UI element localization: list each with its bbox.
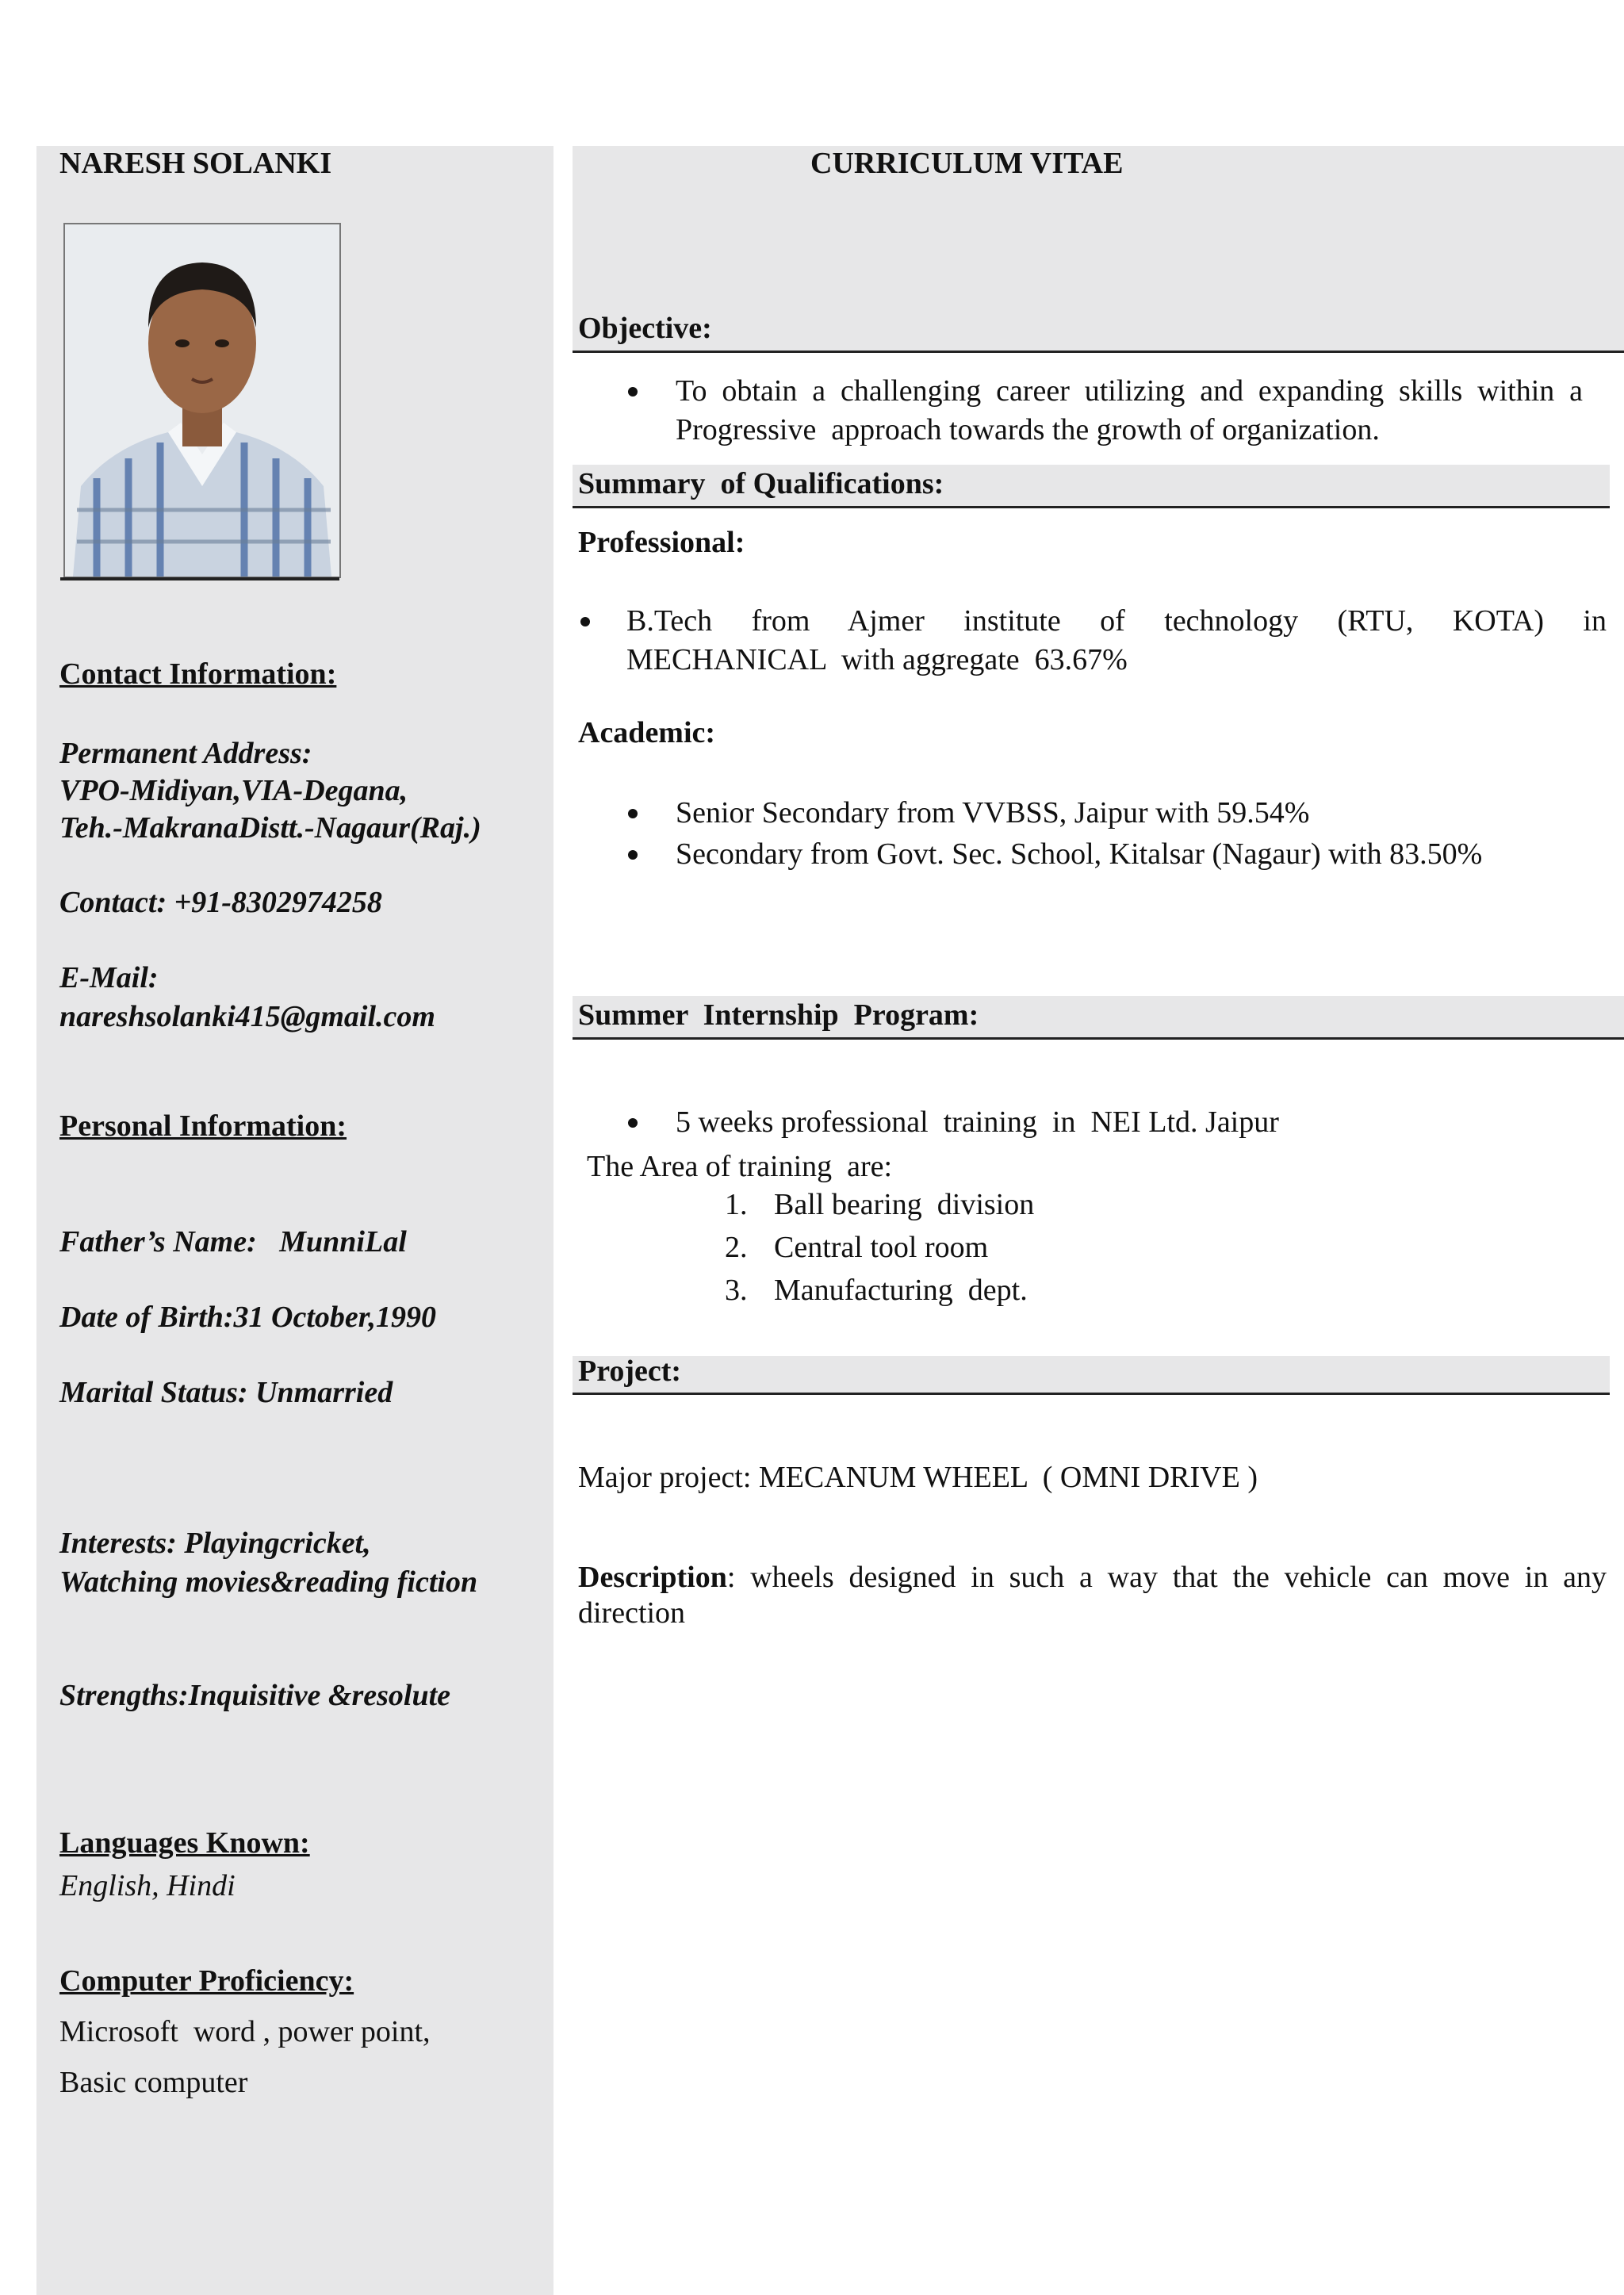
project-heading: Project: bbox=[578, 1354, 682, 1388]
objective-line-2: Progressive approach towards the growth of organization. bbox=[676, 413, 1380, 446]
project-rule bbox=[573, 1393, 1610, 1395]
languages-heading: Languages Known: bbox=[59, 1826, 310, 1860]
email-address: nareshsolanki415@gmail.com bbox=[59, 1000, 435, 1033]
marital-status: Marital Status: Unmarried bbox=[59, 1376, 393, 1409]
computer-heading: Computer Proficiency: bbox=[59, 1964, 354, 1998]
bullet-icon bbox=[580, 617, 590, 626]
major-project: Major project: MECANUM WHEEL ( OMNI DRIVE ) bbox=[578, 1461, 1258, 1494]
training-intro: The Area of training are: bbox=[587, 1150, 893, 1183]
person-portrait-icon bbox=[65, 224, 339, 577]
btech-line-2: MECHANICAL with aggregate 63.67% bbox=[626, 643, 1128, 676]
description-label: Description bbox=[578, 1561, 727, 1594]
description-line-2: direction bbox=[578, 1596, 686, 1630]
training-num-2: 2. bbox=[725, 1231, 748, 1264]
computer-line-1: Microsoft word , power point, bbox=[59, 2015, 431, 2048]
computer-line-2: Basic computer bbox=[59, 2066, 248, 2099]
bullet-icon bbox=[628, 809, 638, 818]
academic-heading: Academic: bbox=[578, 716, 716, 749]
academic-item-2: Secondary from Govt. Sec. School, Kitalsar (Nagaur) with 83.50% bbox=[676, 837, 1483, 871]
address-line-2: Teh.-MakranaDistt.-Nagaur(Raj.) bbox=[59, 811, 481, 845]
date-of-birth: Date of Birth:31 October,1990 bbox=[59, 1301, 436, 1334]
training-item-1: Ball bearing division bbox=[774, 1188, 1035, 1221]
summary-heading: Summary of Qualifications: bbox=[578, 467, 944, 500]
bullet-icon bbox=[628, 850, 638, 860]
btech-line-1: B.Tech from Ajmer institute of technology (RTU, KOTA) in bbox=[626, 604, 1607, 638]
training-item-2: Central tool room bbox=[774, 1231, 989, 1264]
internship-item: 5 weeks professional training in NEI Ltd. Jaipur bbox=[676, 1105, 1279, 1139]
description-line-1 bbox=[578, 1557, 1607, 1597]
training-num-1: 1. bbox=[725, 1188, 748, 1221]
internship-heading: Summer Internship Program: bbox=[578, 998, 979, 1032]
profile-photo bbox=[63, 223, 341, 578]
internship-rule bbox=[573, 1037, 1624, 1040]
project-band bbox=[573, 1356, 1610, 1394]
summary-rule bbox=[573, 506, 1610, 508]
photo-divider bbox=[60, 577, 339, 580]
objective-line-1: To obtain a challenging career utilizing and expanding skills within a bbox=[676, 374, 1583, 408]
contact-heading: Contact Information: bbox=[59, 657, 337, 691]
interests-line-2: Watching movies&reading fiction bbox=[59, 1565, 478, 1599]
objective-heading: Objective: bbox=[578, 312, 712, 345]
contact-phone: Contact: +91-8302974258 bbox=[59, 886, 382, 919]
address-line-1: VPO-Midiyan,VIA-Degana, bbox=[59, 774, 408, 807]
objective-rule bbox=[573, 351, 1624, 353]
email-label: E-Mail: bbox=[59, 961, 159, 994]
document-title: CURRICULUM VITAE bbox=[810, 147, 1124, 180]
father-name: Father’s Name: MunniLal bbox=[59, 1225, 407, 1259]
training-item-3: Manufacturing dept. bbox=[774, 1274, 1028, 1307]
professional-heading: Professional: bbox=[578, 526, 745, 559]
address-label: Permanent Address: bbox=[59, 737, 312, 770]
academic-item-1: Senior Secondary from VVBSS, Jaipur with 59.54% bbox=[676, 796, 1310, 829]
bullet-icon bbox=[628, 1118, 638, 1128]
training-num-3: 3. bbox=[725, 1274, 748, 1307]
description-text: : wheels designed in such a way that the vehicle can move in any bbox=[726, 1561, 1607, 1594]
personal-heading: Personal Information: bbox=[59, 1109, 347, 1143]
strengths: Strengths:Inquisitive &resolute bbox=[59, 1679, 451, 1712]
candidate-name: NARESH SOLANKI bbox=[59, 147, 332, 180]
interests-line-1: Interests: Playingcricket, bbox=[59, 1527, 371, 1560]
languages: English, Hindi bbox=[59, 1869, 236, 1902]
bullet-icon bbox=[628, 387, 638, 397]
